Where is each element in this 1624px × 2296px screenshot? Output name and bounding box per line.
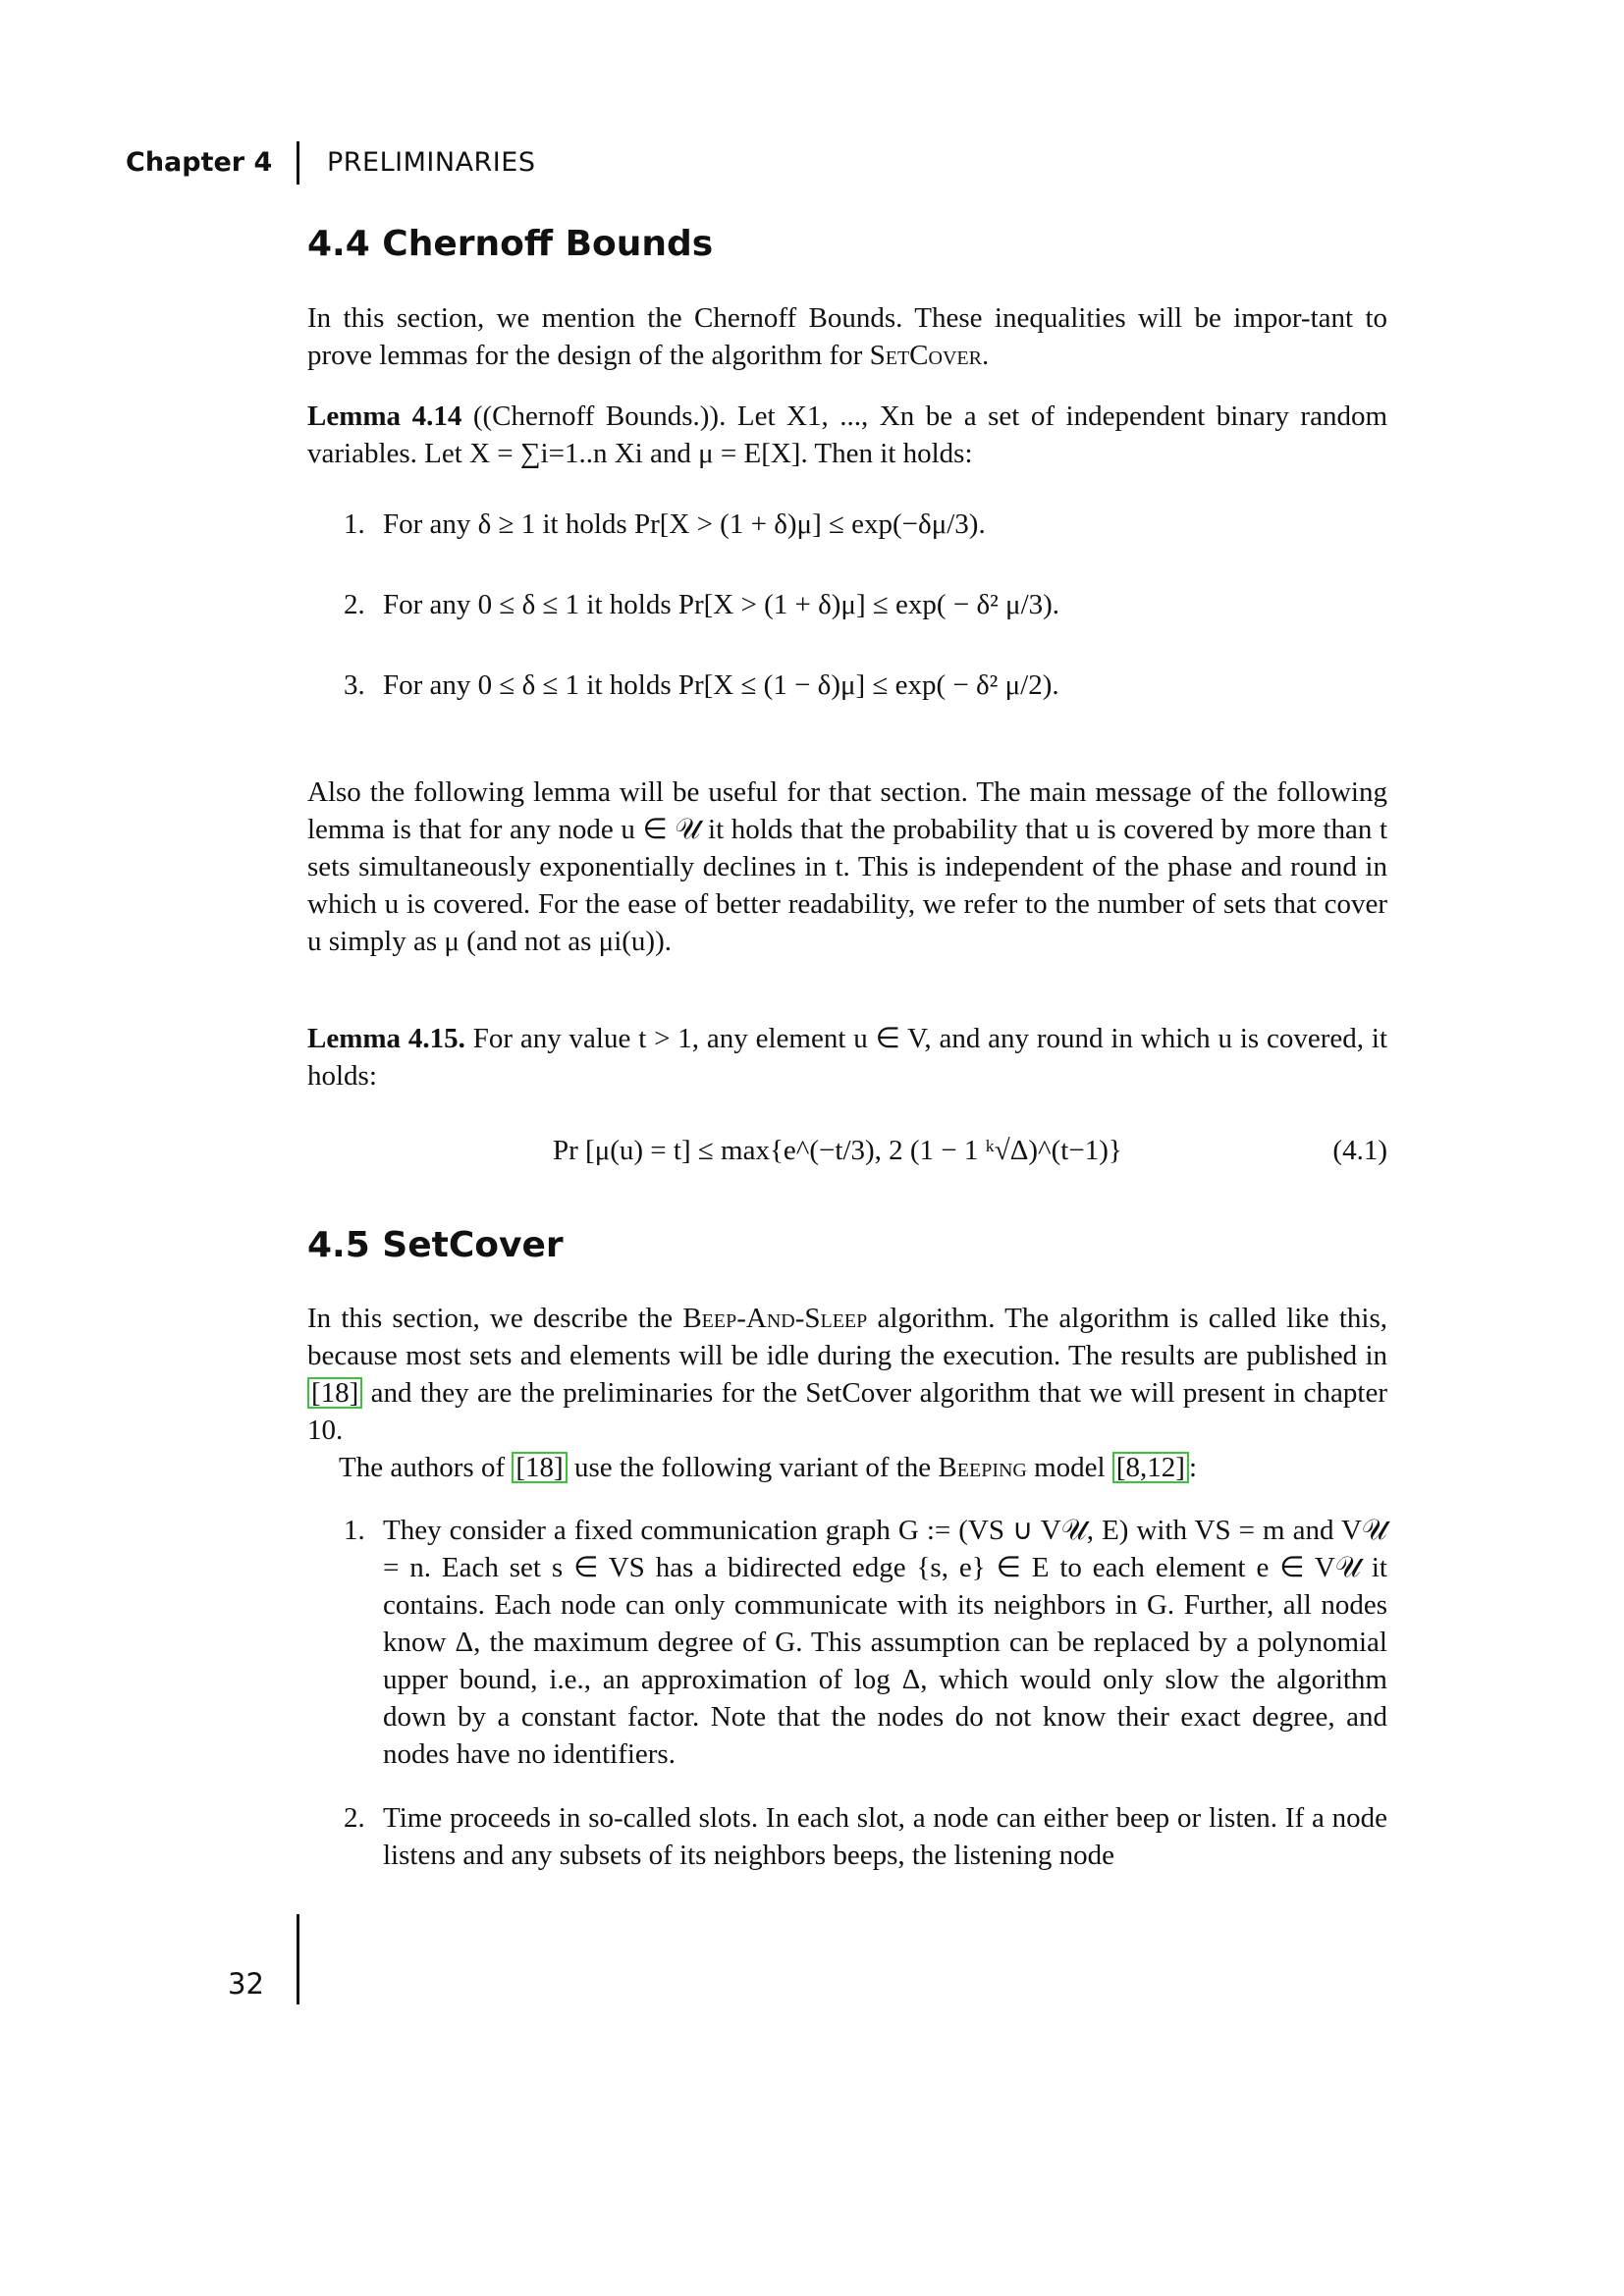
- citation-link[interactable]: [8,12]: [1112, 1452, 1189, 1483]
- equation-body: Pr [μ(u) = t] ≤ max{e^(−t/3), 2 (1 − 1 ᵏ√Δ)^(t−1)}: [553, 1135, 1122, 1166]
- list-item-text: Time proceeds in so-called slots. In each slot, a node can either beep or listen. If a node listens and any subsets of its neighbors beeps, the listening node: [383, 1802, 1387, 1871]
- paragraph-intro: [307, 299, 1387, 374]
- lemma-4-14-title: ((Chernoff Bounds.)).: [461, 400, 727, 432]
- list-item: [344, 667, 1387, 706]
- paragraph-text: use the following variant of the: [567, 1452, 939, 1483]
- running-head-chapter: Chapter 4: [126, 147, 273, 178]
- list-item-number: 2.: [344, 1802, 365, 1834]
- lemma-4-14-label: Lemma 4.14: [307, 400, 462, 432]
- running-head-title: PRELIMINARIES: [327, 147, 536, 178]
- paragraph-text: model: [1026, 1452, 1112, 1483]
- paragraph-text: algorithm. The algorithm is called like this, because most sets and elements will be idle during the execution. The results are published in: [307, 1303, 1387, 1371]
- setcover-smallcaps: SetCover: [869, 340, 982, 371]
- equation-number: (4.1): [1332, 1135, 1387, 1166]
- paragraph-following-lemma: Also the following lemma will be useful for that section. The main message of the following lemma is that for any node u ∈ 𝒰 it holds that the probability that u is covered by more than t sets simultaneously exponentially declines in t. This is independent of the phase and round in which u is covered. For the ease of better readability, we refer to the number of sets that cover u simply as μ (and not as μi(u)).: [307, 776, 1387, 957]
- list-item: [344, 1512, 1387, 1777]
- lemma-4-14: [307, 398, 1387, 472]
- list-item: [344, 586, 1387, 625]
- list-item-number: 1.: [344, 1515, 365, 1546]
- lemma-4-15-label: Lemma 4.15.: [307, 1023, 465, 1054]
- list-item-text: For any 0 ≤ δ ≤ 1 it holds Pr[X > (1 + δ)μ] ≤ exp( − δ² μ/3).: [383, 589, 1060, 620]
- list-item-number: 1.: [344, 508, 365, 540]
- paragraph-authors: [307, 1449, 1387, 1486]
- footer-divider: [297, 1914, 299, 2004]
- list-item-number: 3.: [344, 669, 365, 701]
- lemma-4-14-text: Let X1, ..., Xn be a set of independent binary random variables. Let X = ∑i=1..n Xi and μ = E[X]. Then it holds:: [307, 400, 1388, 469]
- citation-link[interactable]: [18]: [512, 1452, 567, 1483]
- paragraph-text: The authors of: [339, 1452, 513, 1483]
- lemma-4-15-text: For any value t > 1, any element u ∈ V, and any round in which u is covered, it holds:: [307, 1023, 1387, 1092]
- page-number: 32: [228, 1967, 264, 2001]
- paragraph-text: and they are the preliminaries for the SetCover algorithm that we will present in chapter 10.: [307, 1377, 1387, 1446]
- section-heading-4-5: 4.5 SetCover: [307, 1225, 564, 1265]
- list-item-text: For any 0 ≤ δ ≤ 1 it holds Pr[X ≤ (1 − δ)μ] ≤ exp( − δ² μ/2).: [383, 669, 1059, 701]
- equation-4-1: [307, 1132, 1387, 1171]
- lemma-4-15: [307, 1020, 1387, 1095]
- paragraph-intro-end: .: [981, 340, 990, 371]
- beep-and-sleep-smallcaps: Beep-And-Sleep: [682, 1303, 868, 1334]
- paragraph-intro-text: In this section, we mention the Chernoff Bounds. These inequalities will be impor-tant to prove lemmas for the design of the algorithm for: [307, 302, 1387, 371]
- running-head-divider: [297, 141, 299, 185]
- beeping-smallcaps: Beeping: [938, 1452, 1027, 1483]
- citation-link[interactable]: [18]: [307, 1377, 362, 1409]
- list-item-text: For any δ ≥ 1 it holds Pr[X > (1 + δ)μ] ≤ exp(−δμ/3).: [383, 508, 986, 540]
- list-item-text: They consider a fixed communication graph G := (VS ∪ V𝒰, E) with VS = m and V𝒰 = n. Each set s ∈ VS has a bidirected edge {s, e} ∈ E to each element e ∈ V𝒰 it contains. Each node can only communicate with its neighbors in G. Further, all nodes know Δ, the maximum degree of G. This assumption can be replaced by a polynomial upper bound, i.e., an approximation of log Δ, which would only slow the algorithm down by a constant factor. Note that the nodes do not know their exact degree, and nodes have no identifiers.: [383, 1515, 1387, 1770]
- list-item: [344, 1799, 1387, 1878]
- paragraph-beep-and-sleep: [307, 1300, 1387, 1449]
- list-item: [344, 506, 1387, 545]
- paragraph-text: In this section, we describe the: [307, 1303, 683, 1334]
- list-item-number: 2.: [344, 589, 365, 620]
- paragraph-text: :: [1188, 1452, 1198, 1483]
- section-heading-4-4: 4.4 Chernoff Bounds: [307, 224, 714, 264]
